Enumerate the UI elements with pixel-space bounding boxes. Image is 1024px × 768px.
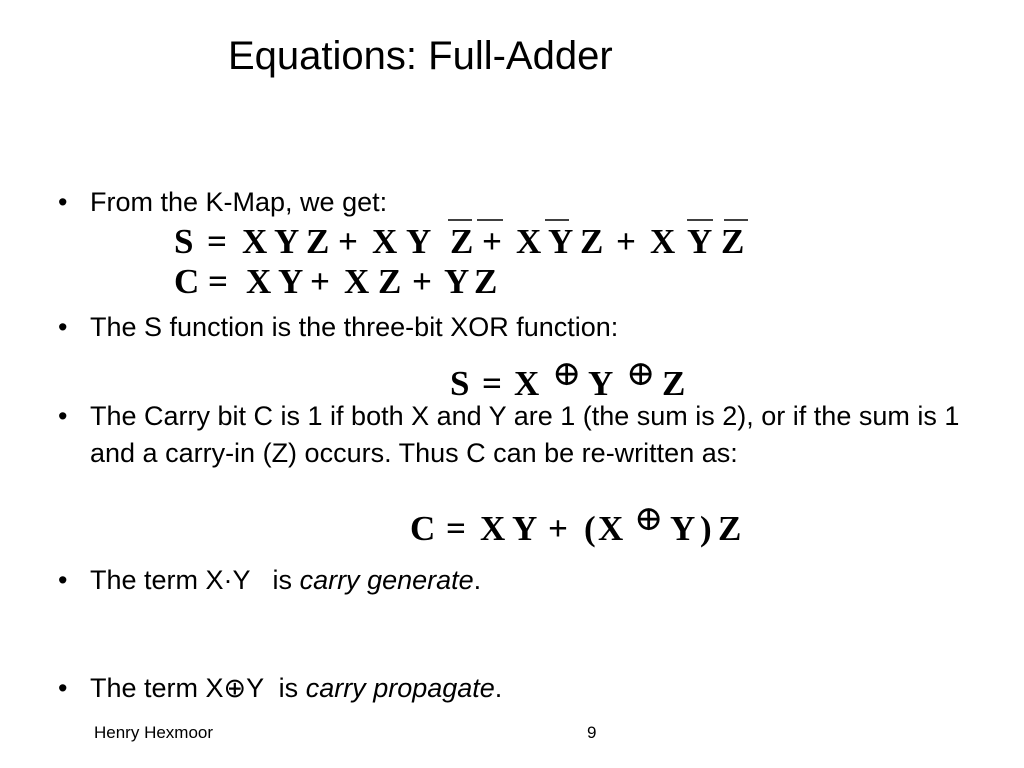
equation-c-sop-svg — [172, 260, 512, 304]
bullet-text — [90, 670, 502, 707]
bullet-marker: • — [58, 312, 68, 342]
xor-symbol: ⊕ — [634, 499, 664, 538]
bullet-text-suffix: . — [494, 673, 503, 703]
bullet-text: From the K-Map, we get: — [90, 187, 388, 217]
bullet-text-prefix: The term X·Y is — [90, 565, 300, 595]
equation-text: C = X Y + ( X ⊕ Y ) Z — [410, 499, 742, 548]
footer-author: Henry Hexmoor — [94, 723, 214, 742]
term-carry-propagate: carry propagate — [305, 673, 495, 703]
bullet-text: The S function is the three-bit XOR function: — [90, 312, 619, 342]
bullet-marker: • — [58, 673, 68, 703]
bullet-marker: • — [58, 401, 68, 431]
equation-s-sop-svg — [172, 216, 752, 266]
xor-symbol: ⊕ — [626, 354, 656, 393]
equation-c-xor-svg — [408, 499, 758, 551]
term-carry-generate: carry generate — [299, 565, 474, 595]
footer-page-number: 9 — [587, 723, 597, 742]
equation-c-sum-of-products — [172, 260, 512, 304]
equation-s-sum-of-products — [172, 216, 752, 266]
bullet-marker: • — [58, 187, 68, 217]
xor-symbol: ⊕ — [552, 354, 582, 393]
equation-text: S = X Y Z + X Y Z + X Y Z + X Y Z — [174, 222, 745, 261]
bullet-marker: • — [58, 565, 68, 595]
equation-text: C = X Y + X Z + Y Z — [174, 262, 498, 301]
bullet-text: The Carry bit C is 1 if both X and Y are 1 (the sum is 2), or if the sum is 1 and a carry-in (Z) occurs. Thus C can be re-written as: — [90, 401, 960, 468]
bullet-text-prefix: The term X⊕Y is — [90, 673, 306, 703]
slide-title: Equations: Full-Adder — [228, 34, 613, 78]
equation-text: S = X ⊕ Y ⊕ Z — [450, 354, 686, 403]
bullet-text — [90, 562, 481, 599]
equation-c-xor — [408, 499, 758, 551]
bullet-text-suffix: . — [473, 565, 482, 595]
